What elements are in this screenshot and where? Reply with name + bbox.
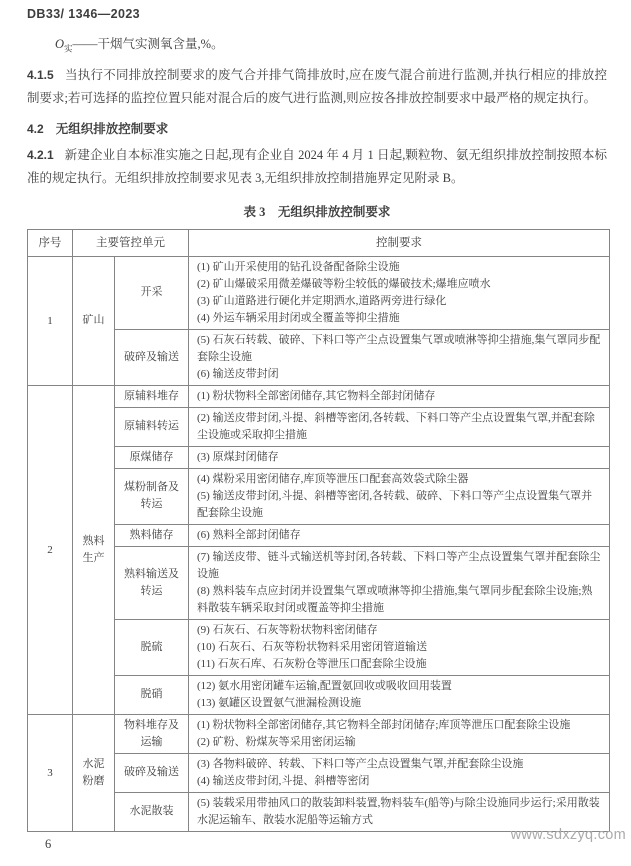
table-row [28, 468, 610, 524]
table-row [28, 619, 610, 675]
heading-4-2 [27, 121, 607, 138]
requirement-item: (10) 石灰石、石灰等粉状物料采用密闭管道输送 [197, 640, 428, 653]
page-number: 6 [45, 837, 52, 851]
table-row [28, 407, 610, 446]
table-row [28, 329, 610, 385]
formula-definition-text: ——干烟气实测氧含量,%。 [72, 37, 224, 51]
requirement-item: (11) 石灰石库、石灰粉仓等泄压口配套除尘设施 [197, 657, 427, 670]
table-row [28, 524, 610, 546]
requirement-item: (4) 煤粉采用密闭储存,库顶等泄压口配套高效袋式除尘器 [197, 472, 469, 485]
formula-definition-line [55, 35, 607, 58]
heading-4-2-text: 无组织排放控制要求 [55, 121, 169, 136]
clause-4-2-1-text: 新建企业自本标准实施之日起,现有企业自 2024 年 4 月 1 日起,颗粒物、氨无组织排放控制按照本标准的规定执行。无组织排放控制要求见表 3,无组织排放控制措施界定见附录 B。 [27, 147, 607, 185]
watermark-text: www.sdxzyq.com [510, 827, 626, 843]
requirements-cell [189, 446, 610, 468]
requirement-item: (2) 输送皮带封闭,斗提、斜槽等密闭,各转载、下料口等产尘点设置集气罩,并配套除尘设施或采取抑尘措施 [197, 411, 595, 441]
control-requirements-table [27, 229, 610, 832]
requirement-item: (1) 粉状物料全部密闭储存,其它物料全部封闭储存 [197, 389, 436, 402]
heading-4-2-number: 4.2 [27, 121, 44, 136]
requirement-item: (8) 熟料装车点应封闭并设置集气罩或喷淋等抑尘措施,集气罩同步配套除尘设施;熟料散装车辆采取封闭或覆盖等抑尘措施 [197, 584, 593, 614]
table-row [28, 753, 610, 792]
unit-cell: 煤粉制备及转运 [115, 468, 189, 524]
requirements-cell [189, 792, 610, 831]
group-name: 矿山 [73, 256, 115, 385]
requirement-item: (3) 各物料破碎、转载、下料口等产尘点设置集气罩,并配套除尘设施 [197, 757, 524, 770]
requirement-item: (6) 熟料全部封闭储存 [197, 528, 301, 541]
document-code: DB33/ 1346—2023 [27, 7, 141, 21]
requirement-item: (7) 输送皮带、链斗式输送机等封闭,各转载、下料口等产尘点设置集气罩并配套除尘设施 [197, 550, 601, 580]
requirement-item: (2) 矿粉、粉煤灰等采用密闭运输 [197, 735, 356, 748]
requirement-item: (1) 矿山开采使用的钻孔设备配备除尘设施 [197, 260, 400, 273]
clause-4-1-5-number: 4.1.5 [27, 67, 54, 82]
col-header-index: 序号 [28, 229, 73, 256]
group-name: 水泥粉磨 [73, 714, 115, 831]
unit-cell: 原煤储存 [115, 446, 189, 468]
clause-4-1-5-text: 当执行不同排放控制要求的废气合并排气筒排放时,应在废气混合前进行监测,并执行相应的排放控制要求;若可选择的监控位置只能对混合后的废气进行监测,则应按各排放控制要求中最严格的规定执行。 [27, 67, 607, 105]
table-row [28, 256, 610, 329]
table-row [28, 446, 610, 468]
unit-cell: 物料堆存及运输 [115, 714, 189, 753]
unit-cell: 脱硫 [115, 619, 189, 675]
table-header-row [28, 229, 610, 256]
table-row [28, 714, 610, 753]
requirement-item: (4) 外运车辆采用封闭或全覆盖等抑尘措施 [197, 311, 400, 324]
unit-cell: 熟料储存 [115, 524, 189, 546]
requirements-cell [189, 468, 610, 524]
unit-cell: 水泥散装 [115, 792, 189, 831]
requirement-item: (12) 氨水用密闭罐车运输,配置氨回收或吸收回用装置 [197, 679, 452, 692]
table-row [28, 385, 610, 407]
group-index: 3 [28, 714, 73, 831]
clause-4-2-1 [27, 144, 607, 190]
col-header-unit: 主要管控单元 [73, 229, 189, 256]
table-3-title: 表 3 无组织排放控制要求 [243, 204, 391, 219]
unit-cell: 原辅料堆存 [115, 385, 189, 407]
requirements-cell [189, 753, 610, 792]
formula-symbol: $O_实$ [55, 37, 73, 54]
requirement-item: (5) 装载采用带抽风口的散装卸料装置,物料装车(船等)与除尘设施同步运行;采用散装水泥运输车、散装水泥船等运输方式 [197, 796, 600, 826]
requirement-item: (3) 矿山道路进行硬化并定期洒水,道路两旁进行绿化 [197, 294, 447, 307]
table-row [28, 675, 610, 714]
requirement-item: (3) 原煤封闭储存 [197, 450, 279, 463]
requirement-item: (6) 输送皮带封闭 [197, 367, 279, 380]
requirements-cell [189, 524, 610, 546]
requirement-item: (4) 输送皮带封闭,斗提、斜槽等密闭 [197, 774, 370, 787]
requirements-cell [189, 407, 610, 446]
formula-subscript: 实 [64, 43, 73, 54]
unit-cell: 原辅料转运 [115, 407, 189, 446]
requirement-item: (13) 氨罐区设置氨气泄漏检测设施 [197, 696, 362, 709]
clause-4-2-1-number: 4.2.1 [27, 147, 54, 162]
group-index: 1 [28, 256, 73, 385]
requirement-item: (5) 石灰石转载、破碎、下料口等产尘点设置集气罩或喷淋等抑尘措施,集气罩同步配套除尘设施 [197, 333, 601, 363]
unit-cell: 开采 [115, 256, 189, 329]
requirements-cell [189, 619, 610, 675]
requirement-item: (1) 粉状物料全部密闭储存,其它物料全部封闭储存;库顶等泄压口配套除尘设施 [197, 718, 571, 731]
requirements-cell [189, 385, 610, 407]
clause-4-1-5 [27, 64, 607, 110]
requirements-cell [189, 546, 610, 619]
requirement-item: (5) 输送皮带封闭,斗提、斜槽等密闭,各转载、破碎、下料口等产尘点设置集气罩并配套除尘设施 [197, 489, 593, 519]
group-name: 熟料生产 [73, 385, 115, 714]
requirements-cell [189, 329, 610, 385]
requirements-cell [189, 675, 610, 714]
unit-cell: 破碎及输送 [115, 753, 189, 792]
requirement-item: (9) 石灰石、石灰等粉状物料密闭储存 [197, 623, 378, 636]
col-header-requirements: 控制要求 [189, 229, 610, 256]
unit-cell: 熟料输送及转运 [115, 546, 189, 619]
group-index: 2 [28, 385, 73, 714]
unit-cell: 破碎及输送 [115, 329, 189, 385]
unit-cell: 脱硝 [115, 675, 189, 714]
requirements-cell [189, 256, 610, 329]
table-row [28, 792, 610, 831]
requirement-item: (2) 矿山爆破采用微差爆破等粉尘较低的爆破技术;爆堆应喷水 [197, 277, 491, 290]
table-row [28, 546, 610, 619]
requirements-cell [189, 714, 610, 753]
